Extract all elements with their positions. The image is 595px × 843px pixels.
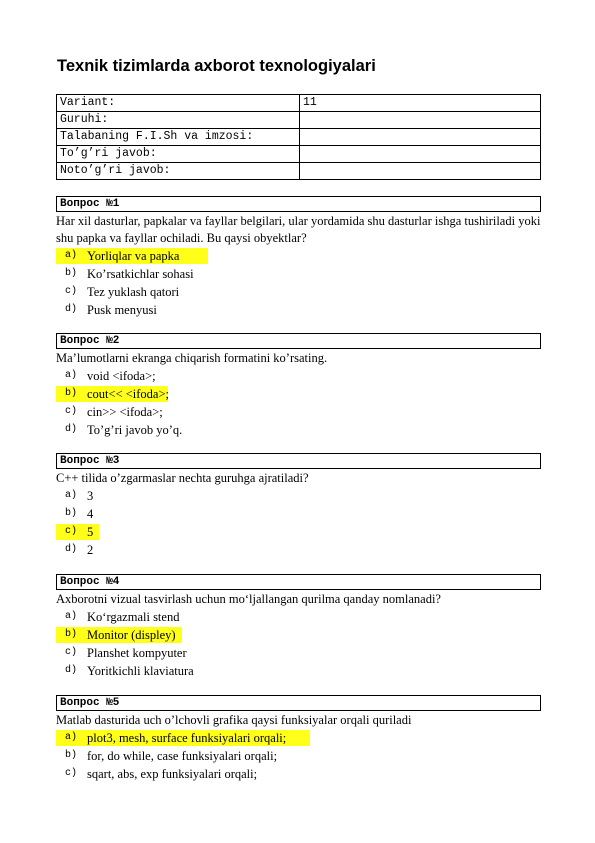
answer-option	[56, 608, 541, 626]
answer-option	[56, 265, 541, 283]
option-text: 4	[87, 507, 94, 521]
question-4	[56, 574, 541, 680]
info-label: Noto’g’ri javob:	[57, 163, 300, 180]
answer-option	[56, 729, 541, 747]
question-header: Вопрос №2	[56, 333, 541, 349]
option-letter: c)	[65, 647, 78, 658]
student-info-table	[56, 94, 541, 180]
option-text: Planshet kompyuter	[87, 646, 187, 660]
option-letter: a)	[65, 732, 78, 743]
option-letter: a)	[65, 611, 78, 622]
info-label: Guruhi:	[57, 112, 300, 129]
info-value: 11	[300, 95, 541, 112]
question-text: Har xil dasturlar, papkalar va fayllar belgilari, ular yordamida shu dasturlar ishga tushiriladi yoki shu papka va fayllar ochiladi. Bu qaysi obyektlar?	[56, 214, 541, 245]
info-label: Variant:	[57, 95, 300, 112]
answer-option	[56, 523, 541, 541]
option-letter: d)	[65, 304, 78, 315]
option-letter: c)	[65, 526, 78, 537]
option-letter: a)	[65, 250, 78, 261]
info-row-student	[57, 129, 541, 146]
option-letter: d)	[65, 424, 78, 435]
info-label: Talabaning F.I.Sh va imzosi:	[57, 129, 300, 146]
question-1	[56, 196, 541, 319]
option-text: Yoritkichli klaviatura	[87, 664, 194, 678]
option-letter: b)	[65, 750, 78, 761]
answer-option	[56, 403, 541, 421]
page-title: Texnik tizimlarda axborot texnologiyalari	[57, 57, 376, 75]
option-letter: a)	[65, 490, 78, 501]
option-text: 5	[87, 525, 94, 539]
question-text: Matlab dasturida uch o’lchovli grafika qaysi funksiyalar orqali quriladi	[56, 713, 412, 727]
option-text: cin>> <ifoda>;	[87, 405, 163, 419]
question-3	[56, 453, 541, 559]
question-header: Вопрос №4	[56, 574, 541, 590]
option-letter: b)	[65, 388, 78, 399]
info-value	[300, 129, 541, 146]
answer-option	[56, 421, 541, 439]
question-text: Ma’lumotlarni ekranga chiqarish formatini ko’rsating.	[56, 351, 328, 365]
info-label: To’g’ri javob:	[57, 146, 300, 163]
option-letter: c)	[65, 286, 78, 297]
question-text: Axborotni vizual tasvirlash uchun mo‘ljallangan qurilma qanday nomlanadi?	[56, 592, 441, 606]
option-letter: d)	[65, 665, 78, 676]
option-text: void <ifoda>;	[87, 369, 156, 383]
answer-option	[56, 626, 541, 644]
question-header: Вопрос №3	[56, 453, 541, 469]
answer-option	[56, 662, 541, 680]
info-row-variant	[57, 95, 541, 112]
info-row-correct	[57, 146, 541, 163]
option-text: for, do while, case funksiyalari orqali;	[87, 749, 278, 763]
option-letter: d)	[65, 544, 78, 555]
answer-option	[56, 765, 541, 783]
answer-option	[56, 541, 541, 559]
question-header: Вопрос №1	[56, 196, 541, 212]
option-text: Ko‘rgazmali stend	[87, 610, 180, 624]
answer-option	[56, 505, 541, 523]
option-letter: b)	[65, 268, 78, 279]
answer-option	[56, 247, 541, 265]
answer-option	[56, 487, 541, 505]
option-text: Yorliqlar va papka	[87, 249, 180, 263]
option-text: 3	[87, 489, 94, 503]
option-text: cout<< <ifoda>;	[87, 387, 170, 401]
info-row-incorrect	[57, 163, 541, 180]
question-text: C++ tilida o’zgarmaslar nechta guruhga ajratiladi?	[56, 471, 309, 485]
option-letter: c)	[65, 406, 78, 417]
option-text: Ko’rsatkichlar sohasi	[87, 267, 194, 281]
answer-option	[56, 283, 541, 301]
option-text: plot3, mesh, surface funksiyalari orqali;	[87, 731, 287, 745]
answer-option	[56, 747, 541, 765]
answer-option	[56, 301, 541, 319]
option-text: To’g’ri javob yo’q.	[87, 423, 183, 437]
option-letter: c)	[65, 768, 78, 779]
option-letter: a)	[65, 370, 78, 381]
info-value	[300, 163, 541, 180]
answer-option	[56, 367, 541, 385]
option-text: 2	[87, 543, 94, 557]
question-5	[56, 695, 541, 783]
question-header: Вопрос №5	[56, 695, 541, 711]
answer-option	[56, 644, 541, 662]
option-text: Tez yuklash qatori	[87, 285, 180, 299]
answer-option	[56, 385, 541, 403]
option-letter: b)	[65, 629, 78, 640]
option-letter: b)	[65, 508, 78, 519]
info-row-group	[57, 112, 541, 129]
info-value	[300, 112, 541, 129]
option-text: Monitor (displey)	[87, 628, 176, 642]
question-2	[56, 333, 541, 439]
option-text: sqart, abs, exp funksiyalari orqali;	[87, 767, 258, 781]
info-value	[300, 146, 541, 163]
option-text: Pusk menyusi	[87, 303, 157, 317]
